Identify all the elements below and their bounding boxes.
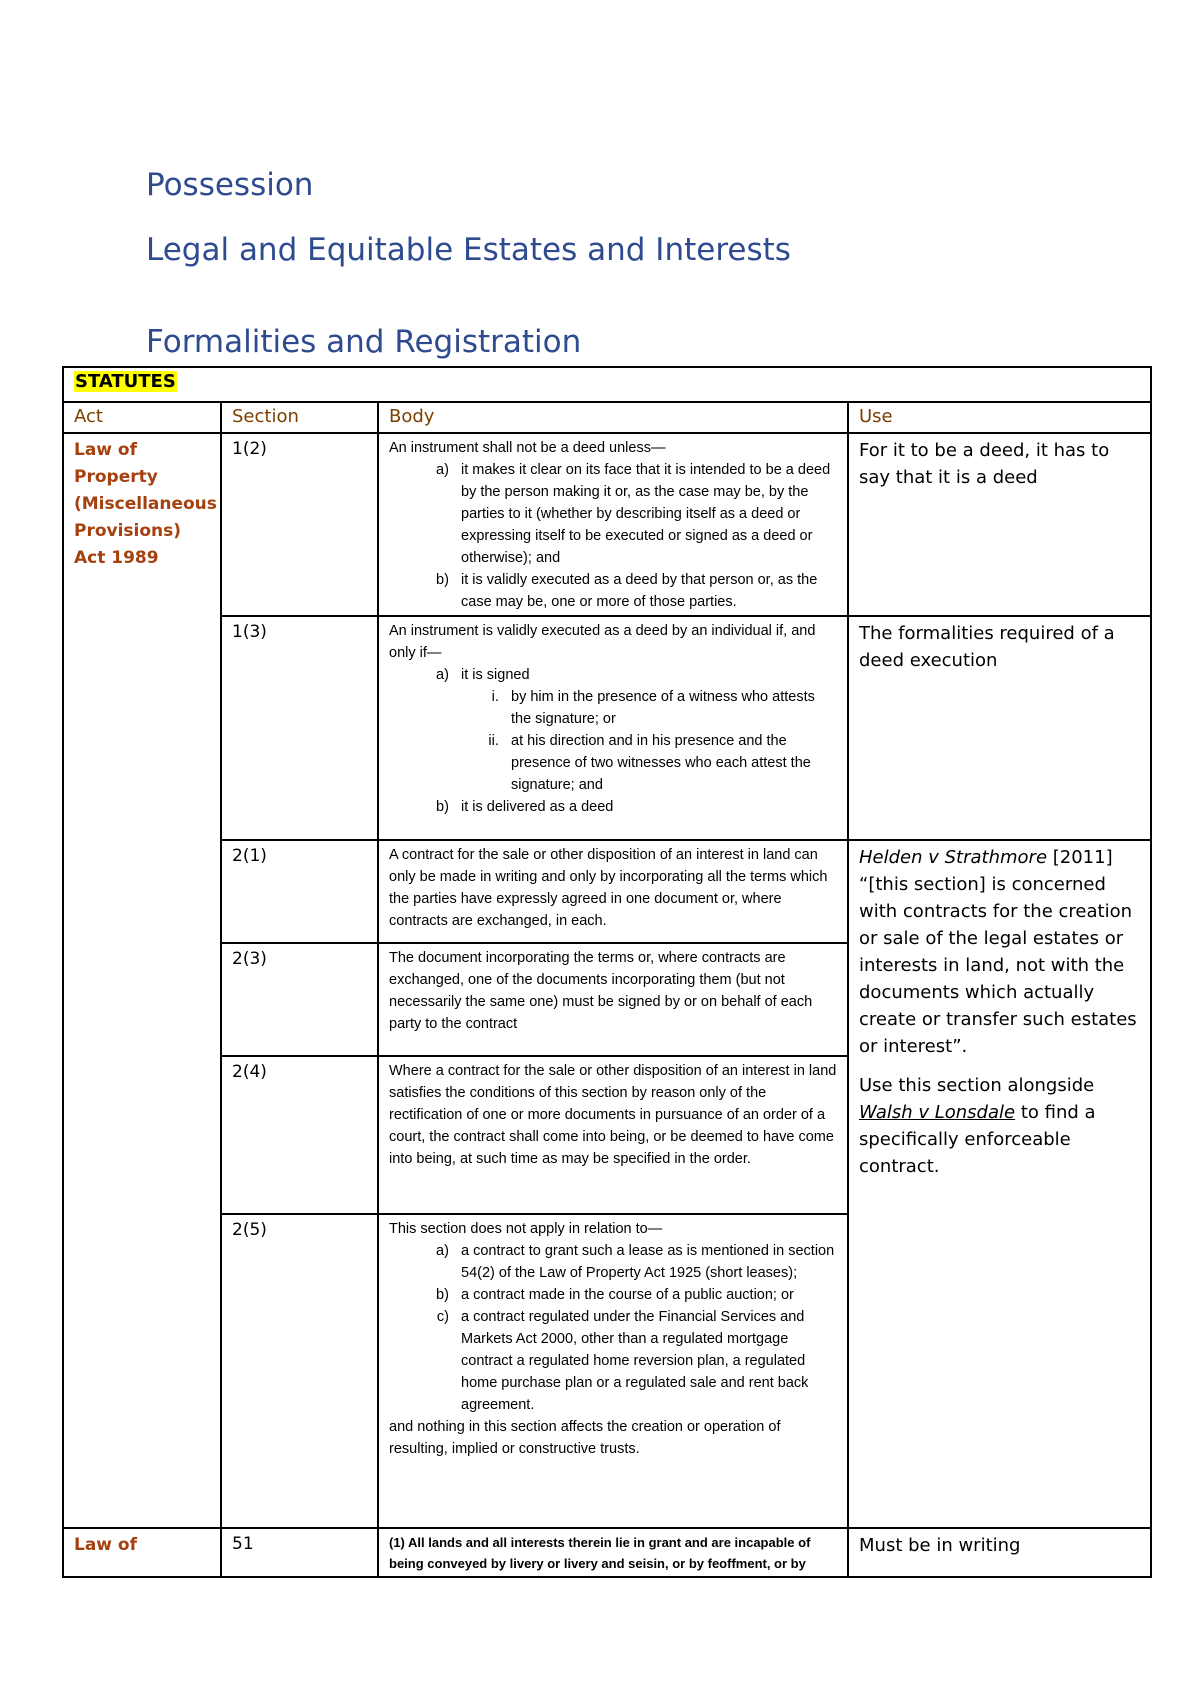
table-row: [63, 616, 1151, 840]
list-item: a. a contract to grant such a lease as is mentioned in section 54(2) of the Law of Property Act 1925 (short leases);: [461, 1240, 837, 1284]
table-title: STATUTES: [75, 371, 176, 392]
use-cell: The formalities required of a deed execution: [848, 616, 1151, 840]
use-cell: For it to be a deed, it has to say that it is a deed: [848, 433, 1151, 616]
statutes-table: [62, 366, 1152, 1578]
act-name: Law of Property (Miscellaneous Provisions) Act 1989: [74, 440, 217, 568]
sub-list-item: i. by him in the presence of a witness who attests the signature; or: [511, 686, 837, 730]
sub-list: [461, 686, 837, 796]
body-list: [389, 1240, 837, 1416]
list-item: b. a contract made in the course of a public auction; or: [461, 1284, 837, 1306]
case-quote: “[this section] is concerned with contracts for the creation or sale of the legal estates or interests in land, not with the documents which actually create or transfer such estates or interest”.: [859, 874, 1137, 1057]
list-item: [461, 664, 837, 796]
body-outro: and nothing in this section affects the creation or operation of resulting, implied or constructive trusts.: [389, 1419, 781, 1457]
helden-quote: [859, 844, 1140, 1060]
body-intro: An instrument is validly executed as a deed by an individual if, and only if—: [389, 623, 816, 661]
list-item: c. a contract regulated under the Financial Services and Markets Act 2000, other than a regulated mortgage contract a regulated home reversion plan, a regulated home purchase plan or a regulated sale and rent back agreement.: [461, 1306, 837, 1416]
heading-legal-equitable: Legal and Equitable Estates and Interests: [146, 232, 791, 268]
table-title-row: [63, 367, 1151, 402]
section-cell: 2(1): [221, 840, 378, 943]
alongside-before: Use this section alongside: [859, 1075, 1095, 1096]
list-item: b. it is validly executed as a deed by that person or, as the case may be, one or more of those parties.: [461, 569, 837, 613]
body-cell: The document incorporating the terms or, where contracts are exchanged, one of the documents incorporating them (but not necessarily the same one) must be signed by or on behalf of each party to the contract: [378, 943, 848, 1056]
act-name: Law of: [74, 1535, 138, 1555]
case-name: Helden v Strathmore: [859, 847, 1048, 868]
alongside-after: to find a specifically enforceable contract.: [859, 1102, 1096, 1177]
section-cell: 2(4): [221, 1056, 378, 1214]
list-item: a. it makes it clear on its face that it is intended to be a deed by the person making it or, as the case may be, by the parties to it (whether by describing itself as a deed or expressing itself to be executed or signed as a deed or otherwise); and: [461, 459, 837, 569]
body-list: [389, 664, 837, 818]
body-cell: Where a contract for the sale or other disposition of an interest in land satisfies the conditions of this section by reason only of the rectification of one or more documents in pursuance of an order of a court, the contract shall come into being, or be deemed to have come into being, at such time as may be specified in the order.: [378, 1056, 848, 1214]
heading-formalities: Formalities and Registration: [146, 324, 582, 360]
column-header-body: Body: [378, 402, 848, 433]
case-year: [2011]: [1047, 847, 1113, 868]
use-cell-section-2: [848, 840, 1151, 1528]
body-cell: (1) All lands and all interests therein lie in grant and are incapable of being conveyed by livery or livery and seisin, or by feoffment, or by: [378, 1528, 848, 1577]
heading-possession: Possession: [146, 167, 314, 203]
body-cell: [378, 616, 848, 840]
column-header-section: Section: [221, 402, 378, 433]
list-item-text: it is signed: [461, 667, 530, 683]
case-walsh-v-lonsdale: Walsh v Lonsdale: [859, 1102, 1016, 1123]
body-intro: An instrument shall not be a deed unless—: [389, 440, 666, 456]
alongside-note: [859, 1072, 1140, 1180]
use-cell: Must be in writing: [848, 1528, 1151, 1577]
act-cell: [63, 1528, 221, 1577]
table-row: [63, 433, 1151, 616]
body-list: [389, 459, 837, 613]
section-cell: 1(3): [221, 616, 378, 840]
act-cell: [63, 433, 221, 1528]
column-header-use: Use: [848, 402, 1151, 433]
column-header-act: Act: [63, 402, 221, 433]
section-cell: 51: [221, 1528, 378, 1577]
body-intro: This section does not apply in relation to—: [389, 1221, 663, 1237]
body-cell: [378, 433, 848, 616]
body-cell: [378, 1214, 848, 1528]
section-cell: 2(3): [221, 943, 378, 1056]
table-row: [63, 1528, 1151, 1577]
section-cell: 1(2): [221, 433, 378, 616]
column-header-row: [63, 402, 1151, 433]
section-cell: 2(5): [221, 1214, 378, 1528]
table-row: [63, 840, 1151, 943]
list-item: b. it is delivered as a deed: [461, 796, 837, 818]
sub-list-item: ii. at his direction and in his presence and the presence of two witnesses who each attest the signature; and: [511, 730, 837, 796]
body-cell: A contract for the sale or other disposition of an interest in land can only be made in writing and only by incorporating all the terms which the parties have expressly agreed in one document or, where contracts are exchanged, in each.: [378, 840, 848, 943]
